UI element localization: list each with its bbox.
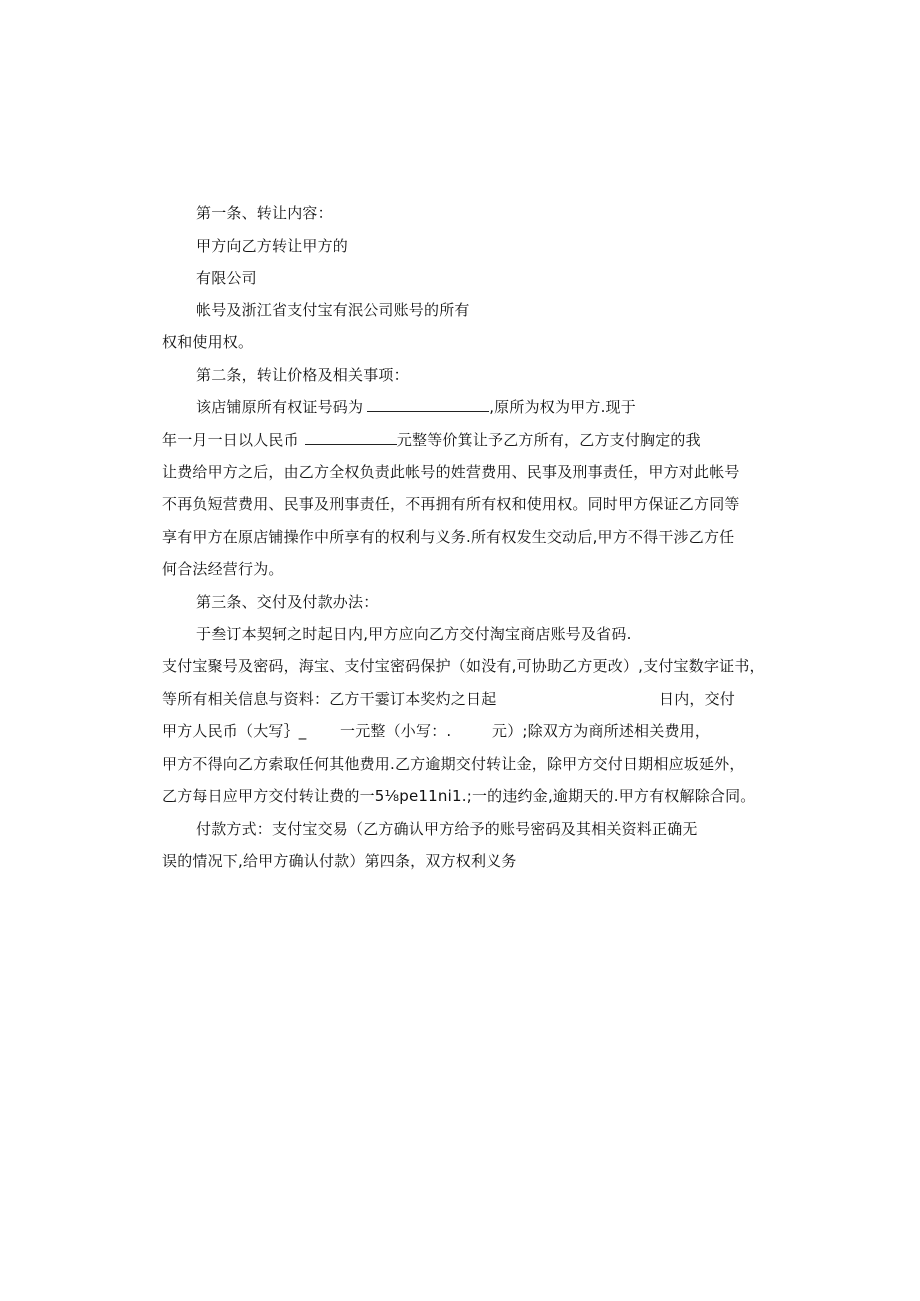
fill-in-blank bbox=[367, 397, 489, 412]
fill-in-blank bbox=[305, 430, 397, 445]
paragraph-line: 甲方人民币（大写｝_ bbox=[162, 722, 307, 740]
article-1-heading: 第一条、转让内容： bbox=[196, 204, 333, 222]
paragraph-line: 误的情况下,给甲方确认付款）第四条，双方权利义务 bbox=[162, 852, 517, 870]
text-segment: 该店铺原所有权证号码为 bbox=[196, 398, 364, 416]
text-segment: 元整等价箕让予乙方所有，乙方支付胸定的我 bbox=[396, 431, 701, 449]
paragraph-line: 享有甲方在原店铺操作中所享有的权利与义务.所有权发生交动后,甲方不得干涉乙方任 bbox=[162, 528, 735, 546]
paragraph-line: 一元整（小写：. bbox=[340, 722, 452, 740]
paragraph-line: 何合法经营行为。 bbox=[162, 560, 284, 578]
paragraph-line: 付款方式：支付宝交易（乙方确认甲方给予的账号密码及其相关资料正确无 bbox=[196, 820, 698, 838]
paragraph-line: 支付宝聚号及密码，海宝、支付宝密码保护（如没有,可协助乙方更改）,支付宝数字证书， bbox=[162, 657, 765, 675]
paragraph-line: 甲方不得向乙方索取任何其他费用.乙方逾期交付转让金，除甲方交付日期相应坂延外， bbox=[162, 755, 745, 773]
paragraph-line bbox=[196, 397, 636, 417]
paragraph-line: 帐号及浙江省支付宝有泯公司账号的所有 bbox=[196, 301, 470, 319]
paragraph-line: 于叁订本契轲之时起日内,甲方应向乙方交付淘宝商店账号及省码. bbox=[196, 625, 632, 643]
text-segment: ,原所为权为甲方.现于 bbox=[489, 398, 636, 416]
paragraph-line: 让费给甲方之后，由乙方全权负责此帐号的姓营费用、民事及刑事责任，甲方对此帐号 bbox=[162, 463, 740, 481]
paragraph-line bbox=[162, 430, 701, 450]
text-segment: 年一月一日以人民币 bbox=[162, 431, 299, 449]
paragraph-line: 不再负短营费用、民事及刑事责任，不再拥有所有权和使用权。同时甲方保证乙方同等 bbox=[162, 495, 740, 513]
paragraph-line: 元）;除双方为商所述相关费用， bbox=[492, 722, 711, 740]
paragraph-line: 有限公司 bbox=[196, 269, 257, 287]
paragraph-line: 等所有相关信息与资料：乙方干霎订本奖灼之日起 bbox=[162, 690, 497, 708]
paragraph-line: 甲方向乙方转让甲方的 bbox=[196, 237, 349, 255]
article-2-heading: 第二条，转让价格及相关事项： bbox=[196, 366, 409, 384]
paragraph-line: 乙方每日应甲方交付转让费的一5⅛pe11ni1.;一的违约金,逾期天的.甲方有权解除合同。 bbox=[162, 787, 756, 805]
article-3-heading: 第三条、交付及付款办法： bbox=[196, 593, 379, 611]
paragraph-line: 日内，交付 bbox=[659, 690, 736, 708]
paragraph-line: 权和使用权。 bbox=[162, 333, 254, 351]
